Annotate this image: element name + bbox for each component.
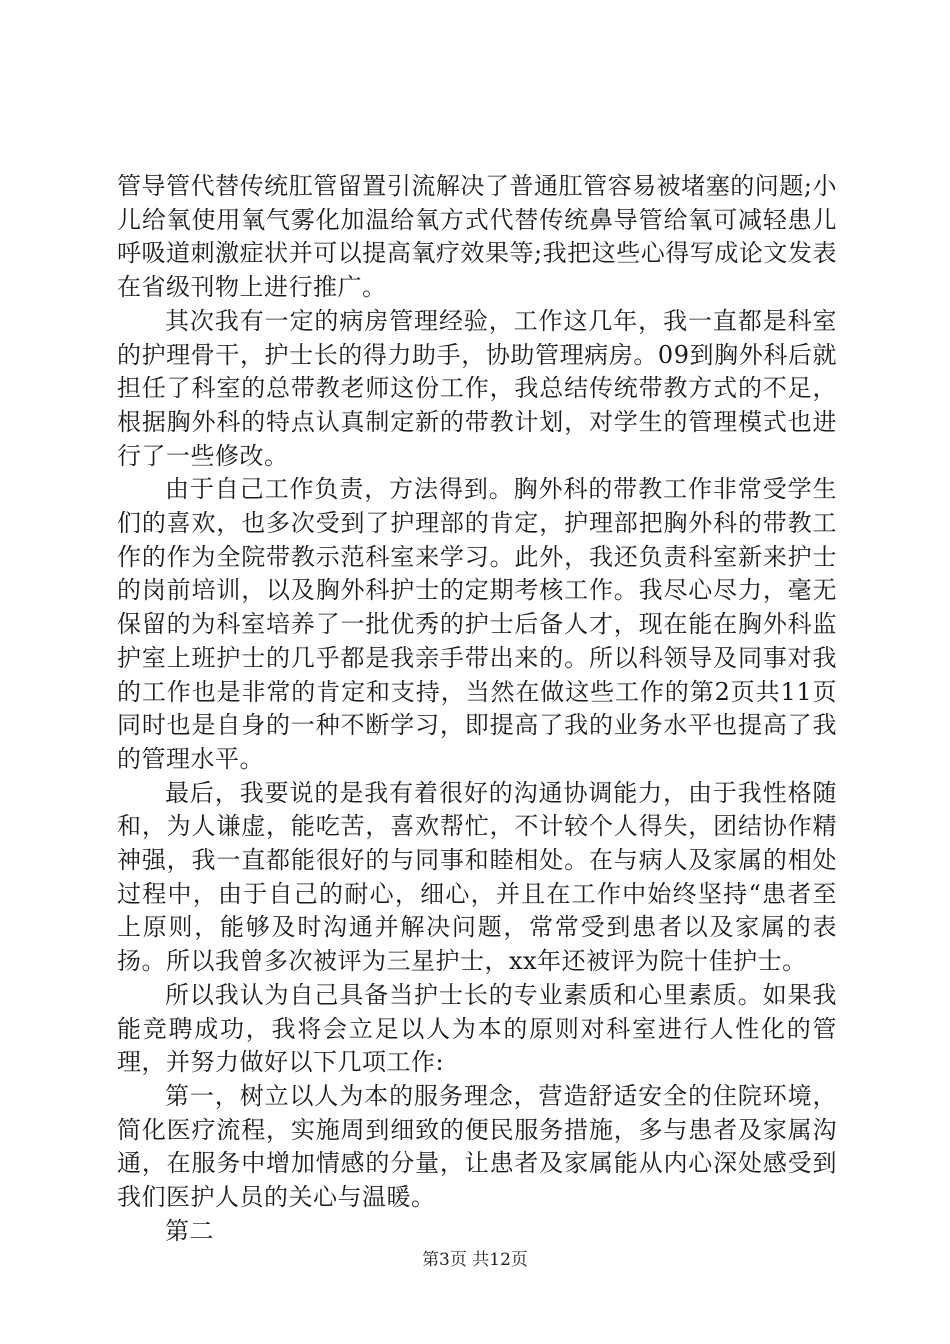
document-body — [117, 170, 837, 1249]
paragraph-2: 其次我有一定的病房管理经验，工作这几年，我一直都是科室的护理骨干，护士长的得力助手，协助管理病房。09到胸外科后就担任了科室的总带教老师这份工作，我总结传统带教方式的不足，根据胸外科的特点认真制定新的带教计划，对学生的管理模式也进行了一些修改。 — [117, 306, 837, 470]
paragraph-5: 所以我认为自己具备当护士长的专业素质和心里素质。如果我能竞聘成功，我将会立足以人为本的原则对科室进行人性化的管理，并努力做好以下几项工作: — [117, 980, 837, 1077]
paragraph-6: 第一，树立以人为本的服务理念，营造舒适安全的住院环境，简化医疗流程，实施周到细致的便民服务措施，多与患者及家属沟通，在服务中增加情感的分量，让患者及家属能从内心深处感受到我们医护人员的关心与温暖。 — [117, 1081, 837, 1212]
paragraph-3: 由于自己工作负责，方法得到。胸外科的带教工作非常受学生们的喜欢，也多次受到了护理部的肯定，护理部把胸外科的带教工作的作为全院带教示范科室来学习。此外，我还负责科室新来护士的岗前培训，以及胸外科护士的定期考核工作。我尽心尽力，毫无保留的为科室培养了一批优秀的护士后备人才，现在能在胸外科监护室上班护士的几乎都是我亲手带出来的。所以科领导及同事对我的工作也是非常的肯定和支持，当然在做这些工作的第2页共11页同时也是自身的一种不断学习，即提高了我的业务水平也提高了我的管理水平。 — [117, 475, 837, 773]
paragraph-7: 第二 — [165, 1216, 214, 1245]
paragraph-4: 最后，我要说的是我有着很好的沟通协调能力，由于我性格随和，为人谦虚，能吃苦，喜欢帮忙，不计较个人得失，团结协作精神强，我一直都能很好的与同事和睦相处。在与病人及家属的相处过程中，由于自己的耐心，细心，并且在工作中始终坚持“患者至上原则，能够及时沟通并解决问题，常常受到患者以及家属的表扬。所以我曾多次被评为三星护士，xx年还被评为院十佳护士。 — [117, 778, 837, 976]
paragraph-1: 管导管代替传统肛管留置引流解决了普通肛管容易被堵塞的问题;小儿给氧使用氧气雾化加温给氧方式代替传统鼻导管给氧可减轻患儿呼吸道刺激症状并可以提高氧疗效果等;我把这些心得写成论文发表在省级刊物上进行推广。 — [117, 172, 837, 302]
page-footer: 第3页 共12页 — [422, 1250, 528, 1270]
